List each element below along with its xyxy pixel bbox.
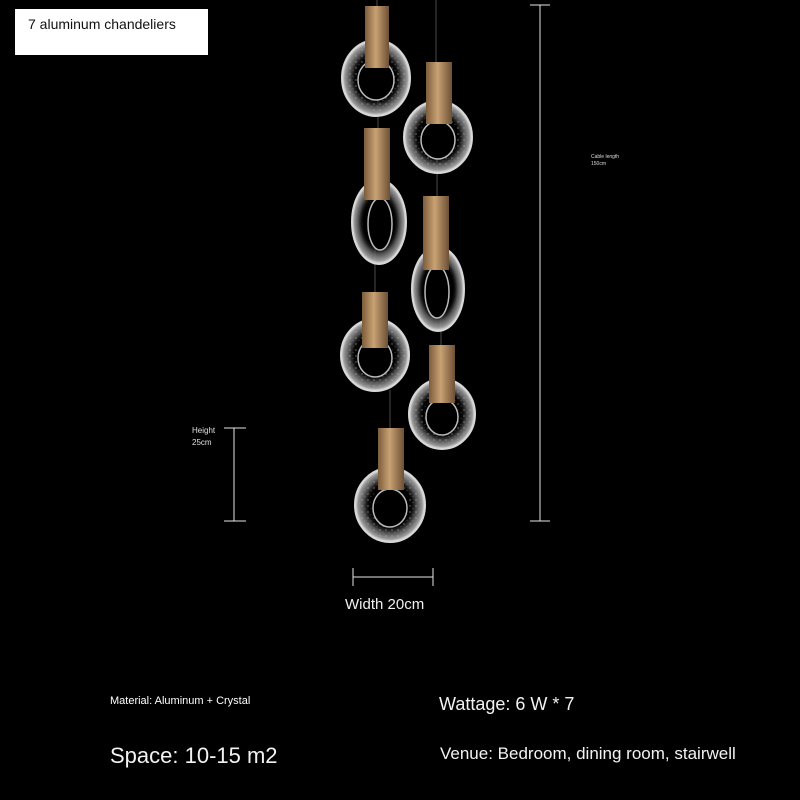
cable-length-label	[591, 154, 619, 168]
pendant-7	[355, 428, 425, 542]
pendant-2	[404, 62, 472, 173]
height-label	[192, 425, 215, 449]
wattage-spec: Wattage: 6 W * 7	[439, 694, 575, 714]
cable-length-label-text: Cable length	[591, 154, 620, 160]
pendant-5	[341, 292, 409, 391]
height-value: 25cm	[192, 438, 212, 447]
width-dimension	[353, 568, 433, 586]
title-text: 7 aluminum chandeliers	[28, 16, 176, 32]
pendant-3	[352, 128, 406, 264]
height-label-text: Height	[192, 426, 216, 435]
space-spec: Space: 10-15 m2	[110, 743, 278, 768]
cable-length-dimension	[530, 5, 550, 521]
pendant-1	[342, 6, 410, 116]
pendant-6	[409, 345, 475, 449]
venue-spec: Venue: Bedroom, dining room, stairwell	[440, 744, 736, 763]
width-label: Width 20cm	[345, 596, 425, 613]
pendant-4	[412, 196, 464, 331]
height-dimension	[224, 428, 246, 521]
cable-length-value: 150cm	[591, 161, 607, 167]
material-spec: Material: Aluminum + Crystal	[110, 695, 251, 707]
